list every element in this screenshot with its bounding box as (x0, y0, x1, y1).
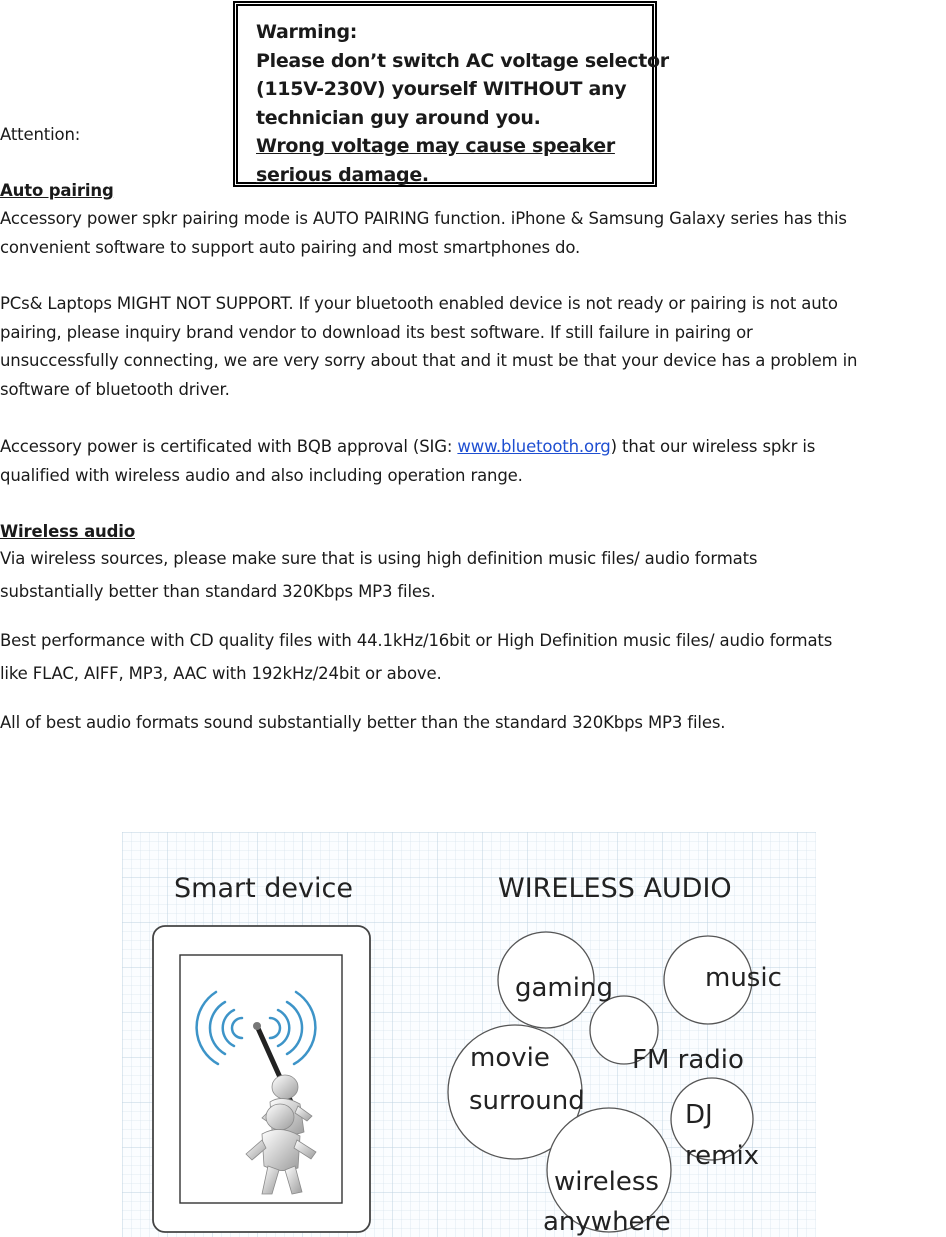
label-wireless: wireless (554, 1167, 659, 1197)
text-line: software of bluetooth driver. (0, 379, 230, 399)
tablet-screen (180, 955, 342, 1203)
warning-line-underlined: Wrong voltage may cause speaker (256, 135, 615, 158)
label-anywhere: anywhere (543, 1207, 671, 1237)
warning-line: (115V-230V) yourself WITHOUT any (256, 78, 627, 101)
smart-device-title: Smart device (174, 873, 353, 904)
label-movie: movie (470, 1043, 550, 1073)
illustration-svg (122, 832, 816, 1237)
text-line: convenient software to support auto pairing and most smartphones do. (0, 237, 581, 257)
wireless-audio-paragraph-3: All of best audio formats sound substantially better than the standard 320Kbps MP3 files. (0, 713, 726, 732)
auto-pairing-heading: Auto pairing (0, 181, 114, 200)
attention-label: Attention: (0, 125, 81, 144)
antenna-tip (253, 1022, 261, 1030)
text-line: like FLAC, AIFF, MP3, AAC with 192kHz/24bit or above. (0, 663, 442, 683)
text-line: Best performance with CD quality files with 44.1kHz/16bit or High Definition music files/ audio formats (0, 631, 833, 650)
text-fragment: Accessory power is certificated with BQB approval (SIG: (0, 437, 458, 456)
wireless-audio-title: WIRELESS AUDIO (498, 873, 732, 904)
auto-pairing-paragraph-1 (0, 205, 847, 262)
label-dj: DJ (685, 1100, 713, 1130)
label-fm-radio: FM radio (632, 1045, 744, 1075)
warning-line: technician guy around you. (256, 106, 541, 129)
text-line: pairing, please inquiry brand vendor to download its best software. If still failure in pairing or (0, 322, 753, 342)
label-music: music (705, 963, 782, 993)
wireless-audio-paragraph-2 (0, 627, 832, 688)
warning-title: Warming: (256, 21, 358, 43)
label-gaming: gaming (515, 973, 613, 1003)
text-fragment: ) that our wireless spkr is (610, 437, 816, 456)
bluetooth-org-link[interactable]: www.bluetooth.org (457, 437, 611, 456)
wireless-audio-heading: Wireless audio (0, 522, 135, 541)
warning-line-underlined: serious damage. (256, 163, 429, 186)
text-line: qualified with wireless audio and also including operation range. (0, 465, 523, 485)
auto-pairing-paragraph-3 (0, 433, 815, 490)
warning-box (233, 1, 669, 187)
label-surround: surround (469, 1086, 585, 1116)
text-line: PCs& Laptops MIGHT NOT SUPPORT. If your bluetooth enabled device is not ready or pairing is not auto (0, 294, 838, 313)
text-line: Accessory power spkr pairing mode is AUTO PAIRING function. iPhone & Samsung Galaxy series has this (0, 209, 847, 228)
label-remix: remix (685, 1141, 760, 1171)
text-line: substantially better than standard 320Kbps MP3 files. (0, 581, 436, 601)
text-line: Via wireless sources, please make sure that is using high definition music files/ audio formats (0, 549, 758, 568)
wireless-audio-illustration (122, 832, 816, 1237)
auto-pairing-paragraph-2 (0, 290, 857, 404)
text-line: unsuccessfully connecting, we are very sorry about that and it must be that your device has a problem in (0, 351, 858, 370)
text-line (0, 433, 815, 462)
warning-line: Please don’t switch AC voltage selector (256, 49, 669, 72)
wireless-audio-paragraph-1 (0, 545, 757, 606)
